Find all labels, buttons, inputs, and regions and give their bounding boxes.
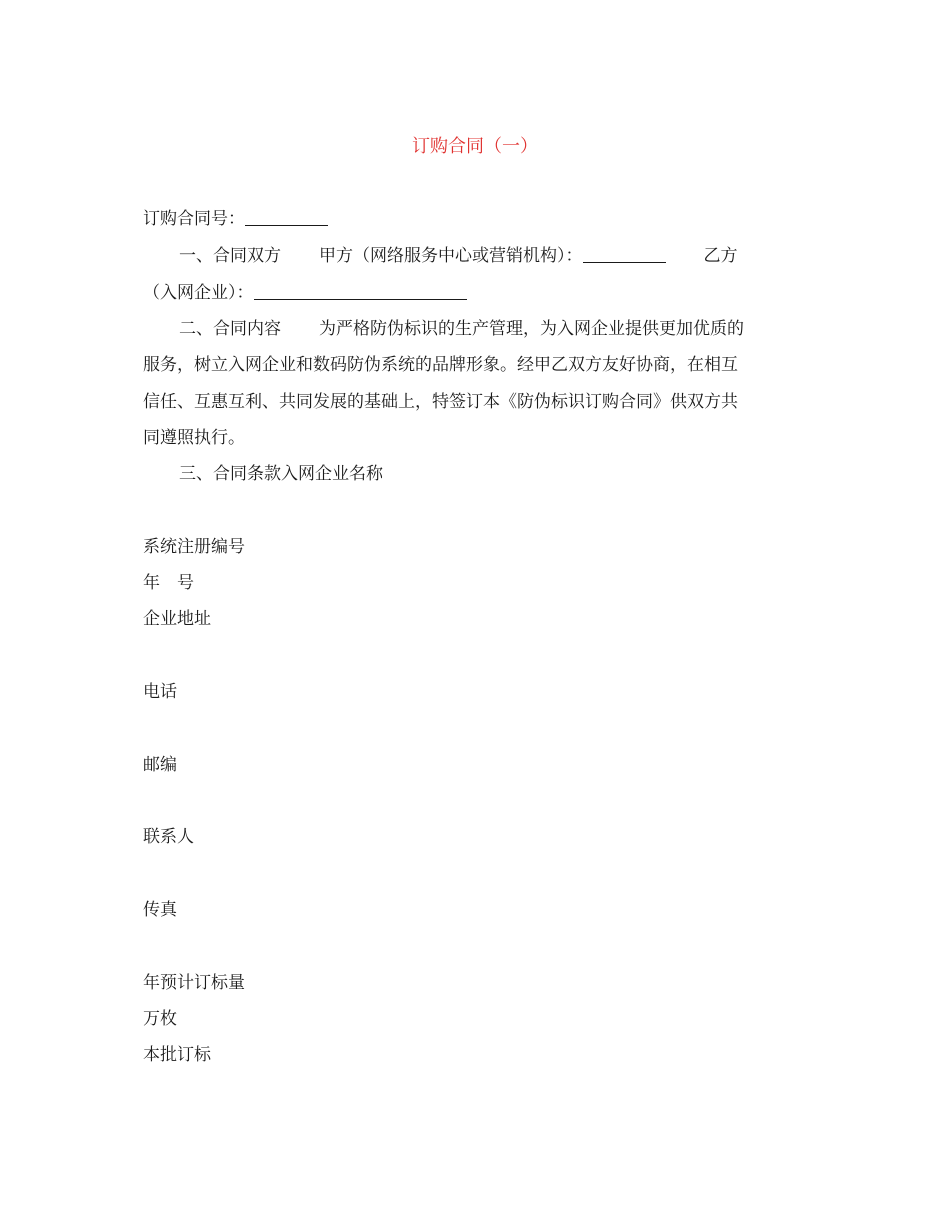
party-a-label: 甲方（网络服务中心或营销机构）： <box>319 246 583 266</box>
section2-line1 <box>143 317 744 341</box>
section1-line2 <box>143 281 467 305</box>
field-reg-no: 系统注册编号 <box>143 537 245 557</box>
section2-text-line1: 为严格防伪标识的生产管理，为入网企业提供更加优质的 <box>319 319 744 339</box>
party-a-blank[interactable] <box>583 246 666 263</box>
party-b-detail: （入网企业）： <box>143 283 254 303</box>
field-phone: 电话 <box>143 682 177 702</box>
section3-line <box>143 462 383 486</box>
section2-line4: 同遵照执行。 <box>143 428 245 448</box>
field-address: 企业地址 <box>143 609 211 629</box>
section2-line2: 服务，树立入网企业和数码防伪系统的品牌形象。经甲乙双方友好协商，在相互 <box>143 355 738 375</box>
field-contact: 联系人 <box>143 827 194 847</box>
section3-heading: 三、合同条款入网企业名称 <box>179 464 383 484</box>
party-b-label: 乙方 <box>703 246 738 266</box>
field-annual-estimate: 年预计订标量 <box>143 973 245 993</box>
contract-number-line <box>143 207 328 231</box>
field-no-char: 号 <box>177 573 194 593</box>
contract-number-label: 订购合同号： <box>143 209 245 229</box>
field-year-no <box>143 571 194 595</box>
field-postcode: 邮编 <box>143 755 177 775</box>
field-fax: 传真 <box>143 900 177 920</box>
field-year-char: 年 <box>143 573 160 593</box>
field-unit: 万枚 <box>143 1009 177 1029</box>
section2-line3: 信任、互惠互利、共同发展的基础上，特签订本《防伪标识订购合同》供双方共 <box>143 392 738 412</box>
party-b-blank[interactable] <box>254 283 467 300</box>
document-title: 订购合同（一） <box>412 136 538 157</box>
section1-line1 <box>143 244 738 268</box>
contract-number-blank[interactable] <box>245 209 328 226</box>
section2-heading: 二、合同内容 <box>179 319 281 339</box>
section1-heading: 一、合同双方 <box>179 246 281 266</box>
field-this-batch: 本批订标 <box>143 1045 211 1065</box>
